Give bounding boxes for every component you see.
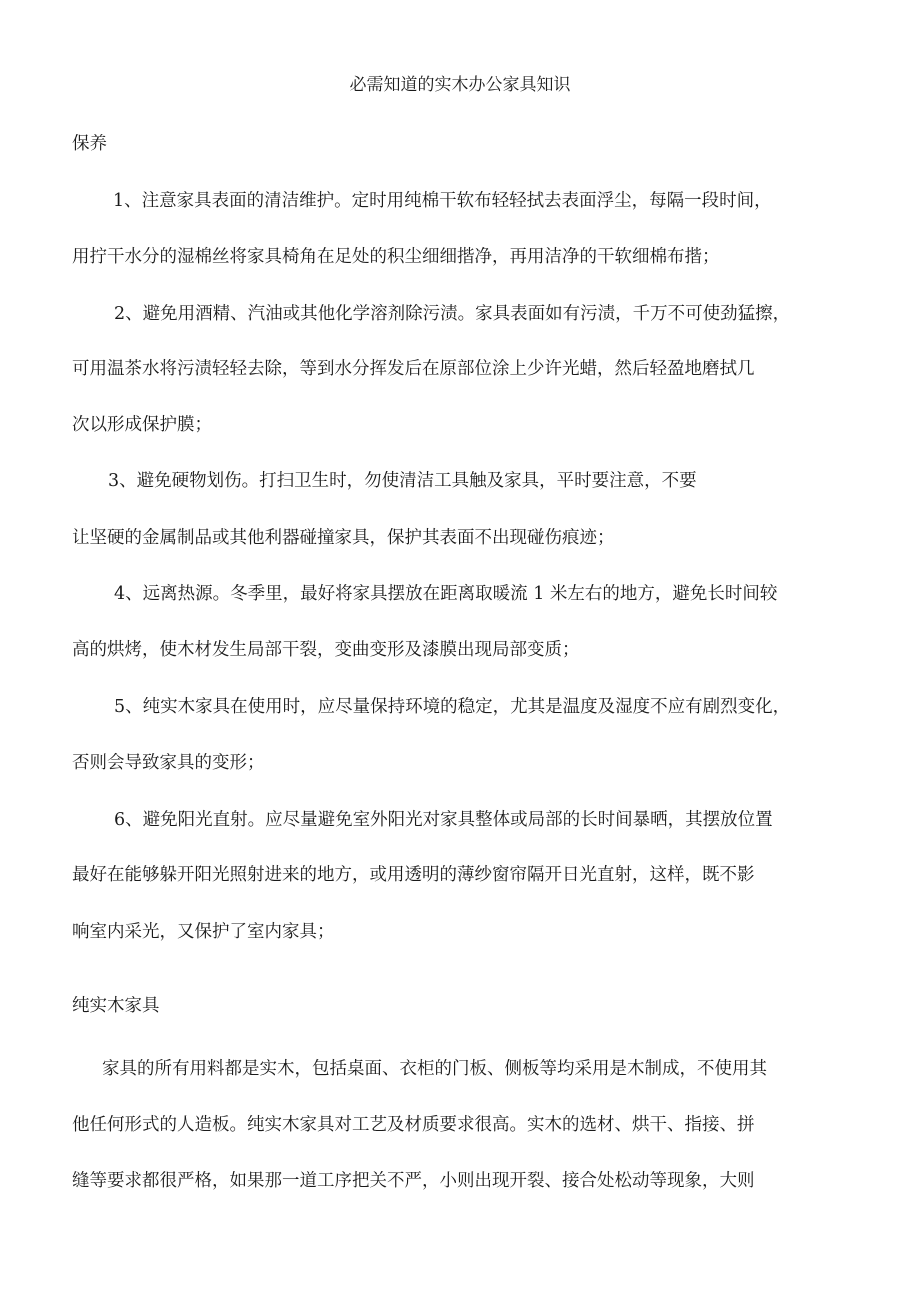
section-heading-solid-wood: 纯实木家具 xyxy=(72,996,160,1016)
paragraph-line: 5、纯实木家具在使用时，应尽量保持环境的稳定，尤其是温度及湿度不应有剧烈变化， xyxy=(114,697,791,717)
paragraph-line: 次以形成保护膜； xyxy=(72,415,212,435)
paragraph-line: 家具的所有用料都是实木，包括桌面、衣柜的门板、侧板等均采用是木制成，不使用其 xyxy=(102,1059,767,1079)
paragraph-line: 他任何形式的人造板。纯实木家具对工艺及材质要求很高。实木的选材、烘干、指接、拼 xyxy=(72,1115,755,1135)
paragraph-line: 2、避免用酒精、汽油或其他化学溶剂除污渍。家具表面如有污渍，千万不可使劲猛擦， xyxy=(114,304,791,324)
paragraph-line: 响室内采光，又保护了室内家具； xyxy=(72,922,335,942)
section-heading-maintenance: 保养 xyxy=(72,134,107,154)
paragraph-line: 用拧干水分的湿棉丝将家具椅角在足处的积尘细细揩净，再用洁净的干软细棉布揩； xyxy=(72,247,720,267)
paragraph-line: 可用温茶水将污渍轻轻去除，等到水分挥发后在原部位涂上少许光蜡，然后轻盈地磨拭几 xyxy=(72,359,755,379)
paragraph-line: 6、避免阳光直射。应尽量避免室外阳光对家具整体或局部的长时间暴晒，其摆放位置 xyxy=(114,810,773,830)
paragraph-line: 4、远离热源。冬季里，最好将家具摆放在距离取暖流 1 米左右的地方，避免长时间较 xyxy=(114,584,778,604)
page-title: 必需知道的实木办公家具知识 xyxy=(349,75,571,95)
paragraph-line: 缝等要求都很严格，如果那一道工序把关不严，小则出现开裂、接合处松动等现象，大则 xyxy=(72,1171,755,1191)
paragraph-line: 最好在能够躲开阳光照射进来的地方，或用透明的薄纱窗帘隔开日光直射，这样，既不影 xyxy=(72,865,755,885)
paragraph-line: 否则会导致家具的变形； xyxy=(72,753,265,773)
paragraph-line: 高的烘烤，使木材发生局部干裂，变曲变形及漆膜出现局部变质； xyxy=(72,640,580,660)
paragraph-line: 1、注意家具表面的清洁维护。定时用纯棉干软布轻轻拭去表面浮尘，每隔一段时间， xyxy=(113,191,772,211)
paragraph-line: 3、避免硬物划伤。打扫卫生时，勿使清洁工具触及家具，平时要注意，不要 xyxy=(108,471,697,491)
paragraph-line: 让坚硬的金属制品或其他利器碰撞家具，保护其表面不出现碰伤痕迹； xyxy=(72,528,615,548)
